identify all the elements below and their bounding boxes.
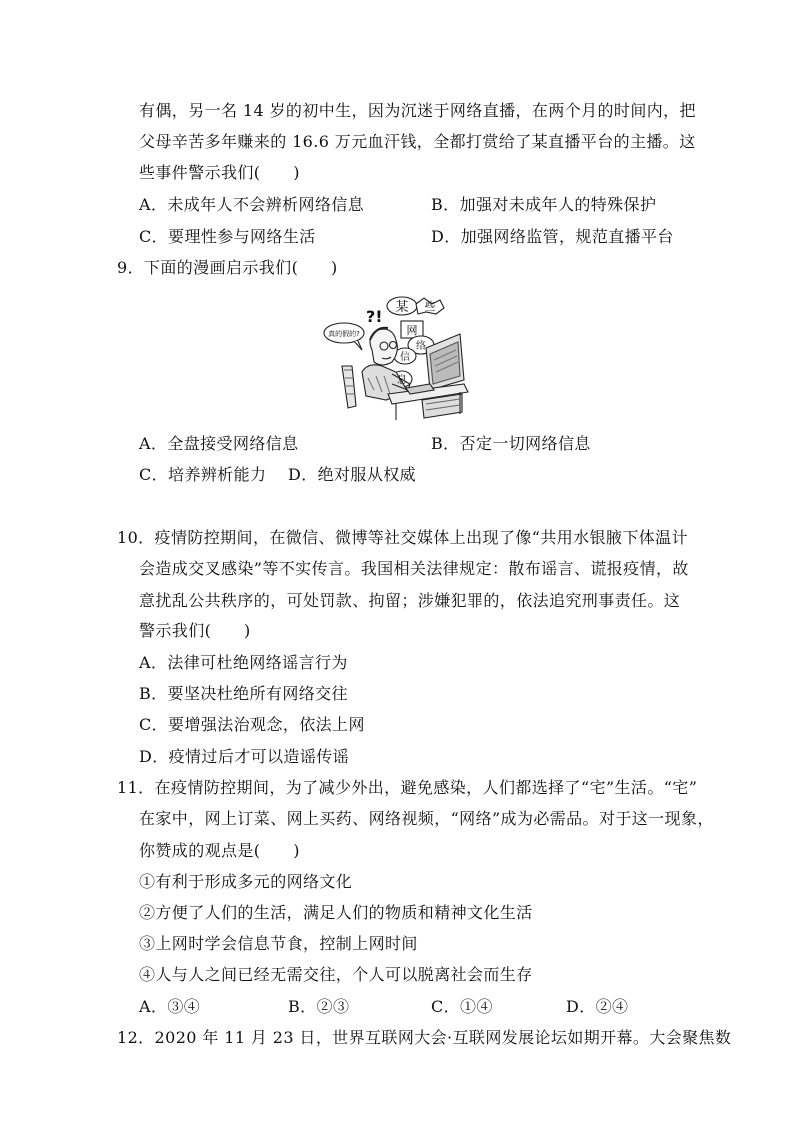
q8-line-3: 些事件警示我们( ) bbox=[139, 163, 300, 182]
q8-option-a: A．未成年人不会辨析网络信息 bbox=[139, 195, 365, 214]
q8-line-1: 有偶，另一名 14 岁的初中生，因为沉迷于网络直播，在两个月的时间内，把 bbox=[139, 101, 696, 120]
q9-stem: 9．下面的漫画启示我们( ) bbox=[117, 258, 338, 277]
q8-line-2: 父母辛苦多年赚来的 16.6 万元血汗钱，全都打赏给了某直播平台的主播。这 bbox=[139, 132, 696, 151]
q11-statement-1: ①有利于形成多元的网络文化 bbox=[139, 872, 353, 891]
q10-line-1: 10．疫情防控期间，在微信、微博等社交媒体上出现了像“共用水银腋下体温计 bbox=[117, 528, 688, 547]
q10-line-3: 意扰乱公共秩序的，可处罚款、拘留；涉嫌犯罪的，依法追究刑事责任。这 bbox=[139, 591, 681, 610]
q8-option-c: C．要理性参与网络生活 bbox=[139, 227, 316, 246]
q11-line-1: 11．在疫情防控期间，为了减少外出，避免感染，人们都选择了“宅”生活。“宅” bbox=[117, 778, 698, 797]
q12-line-1: 12．2020 年 11 月 23 日，世界互联网大会·互联网发展论坛如期开幕。大会聚焦数 bbox=[117, 1028, 732, 1047]
q11-statement-4: ④人与人之间已经无需交往，个人可以脱离社会而生存 bbox=[139, 965, 533, 984]
q11-option-a: A．③④ bbox=[139, 997, 201, 1016]
bubble-text: 真的假的? bbox=[328, 330, 360, 338]
q11-statement-3: ③上网时学会信息节食，控制上网时间 bbox=[139, 934, 418, 953]
q9-option-a: A．全盘接受网络信息 bbox=[139, 434, 299, 453]
q10-option-a: A．法律可杜绝网络谣言行为 bbox=[139, 653, 348, 672]
cartoon-word-3: 网 bbox=[406, 324, 418, 337]
cartoon-word-2: 些 bbox=[424, 300, 436, 313]
q10-line-4: 警示我们( ) bbox=[139, 621, 251, 640]
q9-option-d: D．绝对服从权威 bbox=[288, 465, 417, 484]
q10-option-c: C．要增强法治观念，依法上网 bbox=[139, 715, 365, 734]
cartoon-word-5: 信 bbox=[400, 352, 410, 363]
q9-option-b: B．否定一切网络信息 bbox=[431, 434, 591, 453]
q8-option-d: D．加强网络监管，规范直播平台 bbox=[431, 227, 674, 246]
q11-statement-2: ②方便了人们的生活，满足人们的物质和精神文化生活 bbox=[139, 903, 533, 922]
q10-line-2: 会造成交叉感染”等不实传言。我国相关法律规定：散布谣言、谎报疫情，故 bbox=[139, 559, 689, 578]
q11-option-d: D．②④ bbox=[566, 997, 629, 1016]
cartoon-word-1: 某 bbox=[395, 300, 409, 315]
q11-line-3: 你赞成的观点是( ) bbox=[139, 841, 300, 860]
q8-option-b: B．加强对未成年人的特殊保护 bbox=[431, 195, 657, 214]
cartoon-word-6: 息 bbox=[397, 375, 407, 386]
chair bbox=[342, 366, 356, 408]
network-info-cartoon bbox=[322, 296, 472, 422]
q11-option-c: C．①④ bbox=[431, 997, 493, 1016]
q10-option-d: D．疫情过后才可以造谣传谣 bbox=[139, 747, 350, 766]
q11-option-b: B．②③ bbox=[288, 997, 350, 1016]
cartoon-word-4: 络 bbox=[416, 341, 426, 352]
question-symbols: ?! bbox=[366, 307, 383, 326]
q9-option-c: C．培养辨析能力 bbox=[139, 465, 267, 484]
q10-option-b: B．要坚决杜绝所有网络交往 bbox=[139, 684, 348, 703]
q11-line-2: 在家中，网上订菜、网上买药、网络视频，“网络”成为必需品。对于这一现象， bbox=[139, 809, 714, 828]
